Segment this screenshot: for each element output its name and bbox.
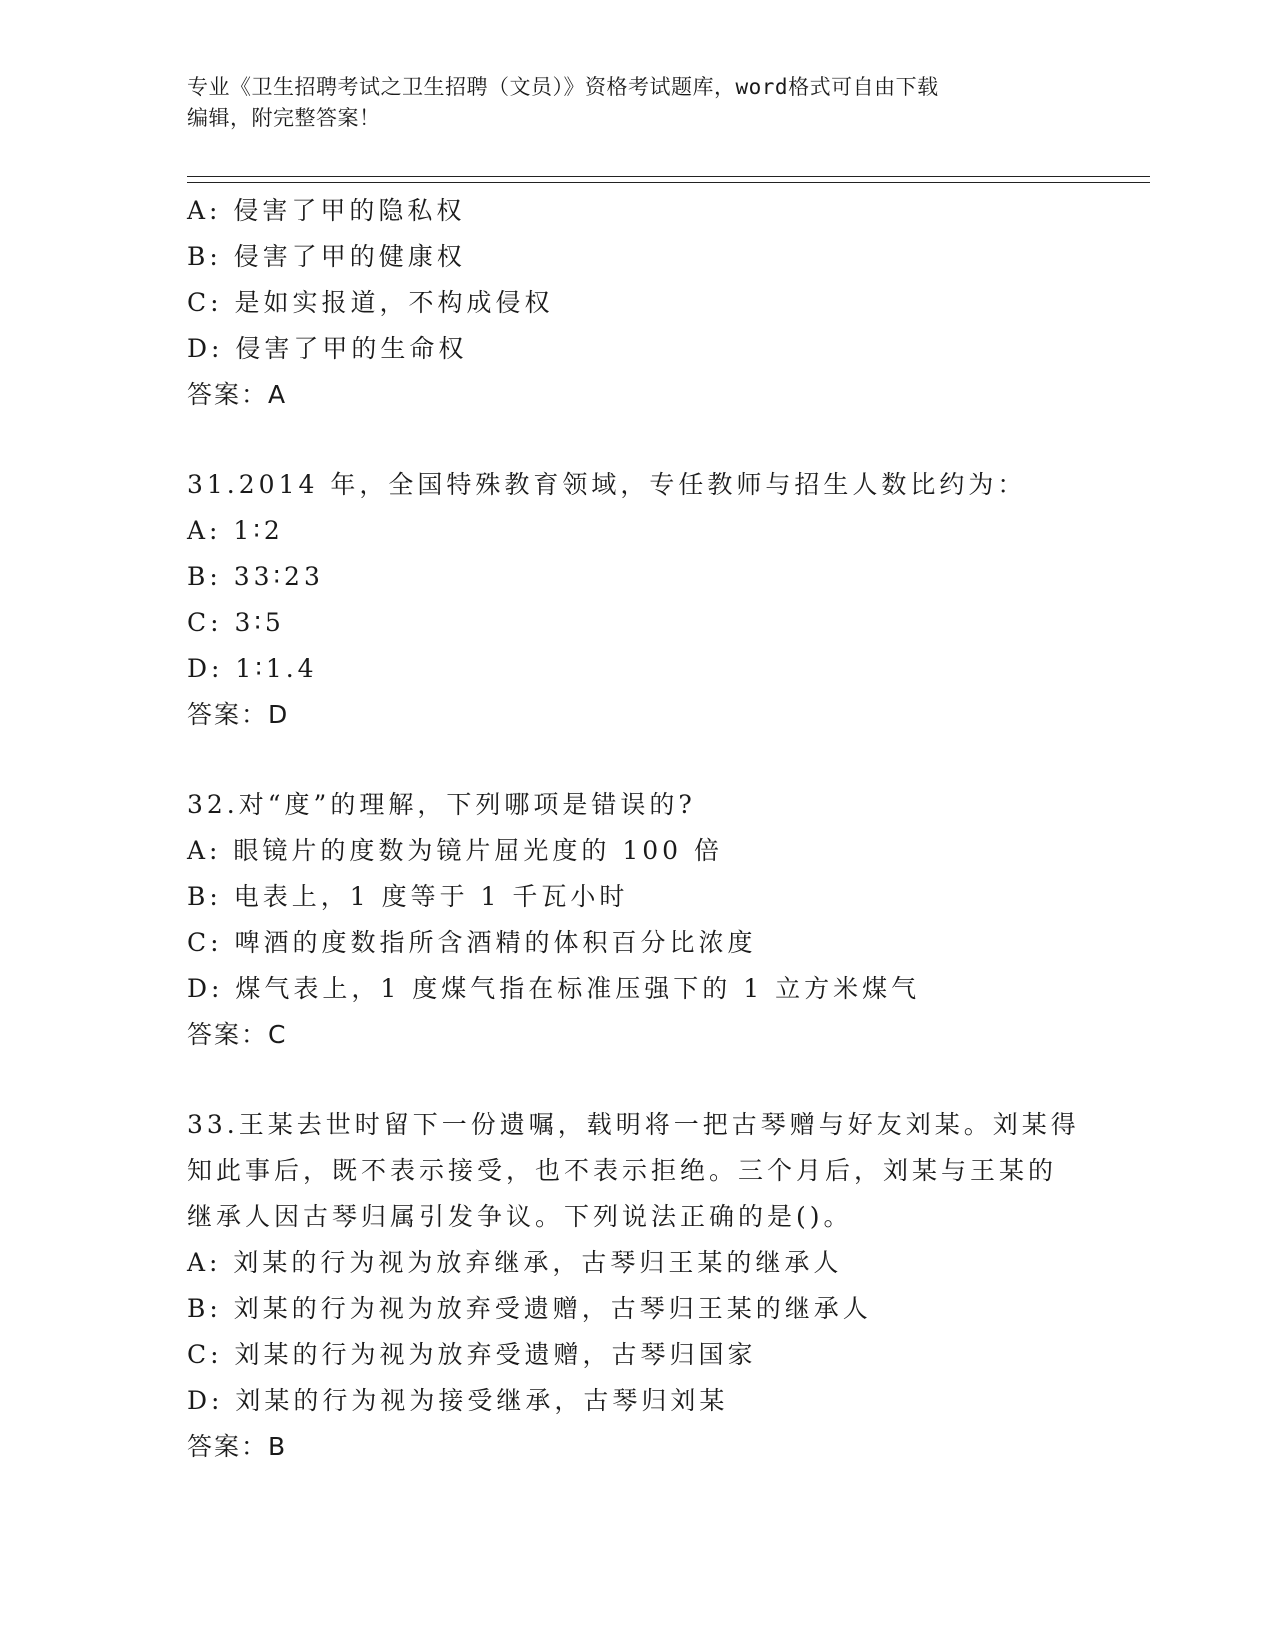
option-c: C: 是如实报道，不构成侵权 — [187, 288, 554, 317]
question-stem-line-3: 继承人因古琴归属引发争议。下列说法正确的是()。 — [187, 1202, 853, 1231]
option-a: A: 眼镜片的度数为镜片屈光度的 100 倍 — [187, 836, 724, 865]
spacer — [187, 418, 1087, 462]
option-a: A: 1∶2 — [187, 516, 284, 545]
question-block-32 — [187, 782, 1087, 1058]
question-stem-line-1: 33.王某去世时留下一份遗嘱，载明将一把古琴赠与好友刘某。刘某得 — [187, 1110, 1080, 1139]
question-list — [187, 188, 1087, 1470]
option-d: D: 1∶1.4 — [187, 654, 318, 683]
option-b: B: 电表上，1 度等于 1 千瓦小时 — [187, 882, 629, 911]
document-header — [187, 72, 1067, 134]
option-a: A: 刘某的行为视为放弃继承，古琴归王某的继承人 — [187, 1248, 843, 1277]
option-b: B: 侵害了甲的健康权 — [187, 242, 466, 271]
header-line-1: 专业《卫生招聘考试之卫生招聘（文员）》资格考试题库，word格式可自由下载 — [187, 75, 939, 99]
option-c: C: 啤酒的度数指所含酒精的体积百分比浓度 — [187, 928, 757, 957]
option-a: A: 侵害了甲的隐私权 — [187, 196, 466, 225]
header-rule-top — [187, 176, 1150, 177]
option-c: C: 3∶5 — [187, 608, 285, 637]
header-line-2: 编辑，附完整答案！ — [187, 106, 381, 130]
question-stem: 31.2014 年，全国特殊教育领域，专任教师与招生人数比约为： — [187, 470, 1027, 499]
answer-line: 答案：D — [187, 700, 290, 729]
option-d: D: 刘某的行为视为接受继承，古琴归刘某 — [187, 1386, 729, 1415]
answer-line: 答案：C — [187, 1020, 288, 1049]
answer-line: 答案：A — [187, 380, 288, 409]
option-b: B: 刘某的行为视为放弃受遗赠，古琴归王某的继承人 — [187, 1294, 872, 1323]
answer-line: 答案：B — [187, 1432, 288, 1461]
option-b: B: 33∶23 — [187, 562, 324, 591]
question-stem-line-2: 知此事后，既不表示接受，也不表示拒绝。三个月后，刘某与王某的 — [187, 1156, 1058, 1185]
question-block-33 — [187, 1102, 1087, 1470]
question-block-prev — [187, 188, 1087, 418]
option-c: C: 刘某的行为视为放弃受遗赠，古琴归国家 — [187, 1340, 757, 1369]
spacer — [187, 1058, 1087, 1102]
spacer — [187, 738, 1087, 782]
option-d: D: 煤气表上，1 度煤气指在标准压强下的 1 立方米煤气 — [187, 974, 921, 1003]
question-block-31 — [187, 462, 1087, 738]
question-stem: 32.对“度”的理解，下列哪项是错误的? — [187, 790, 696, 819]
header-rule-bottom — [187, 182, 1150, 183]
option-d: D: 侵害了甲的生命权 — [187, 334, 468, 363]
